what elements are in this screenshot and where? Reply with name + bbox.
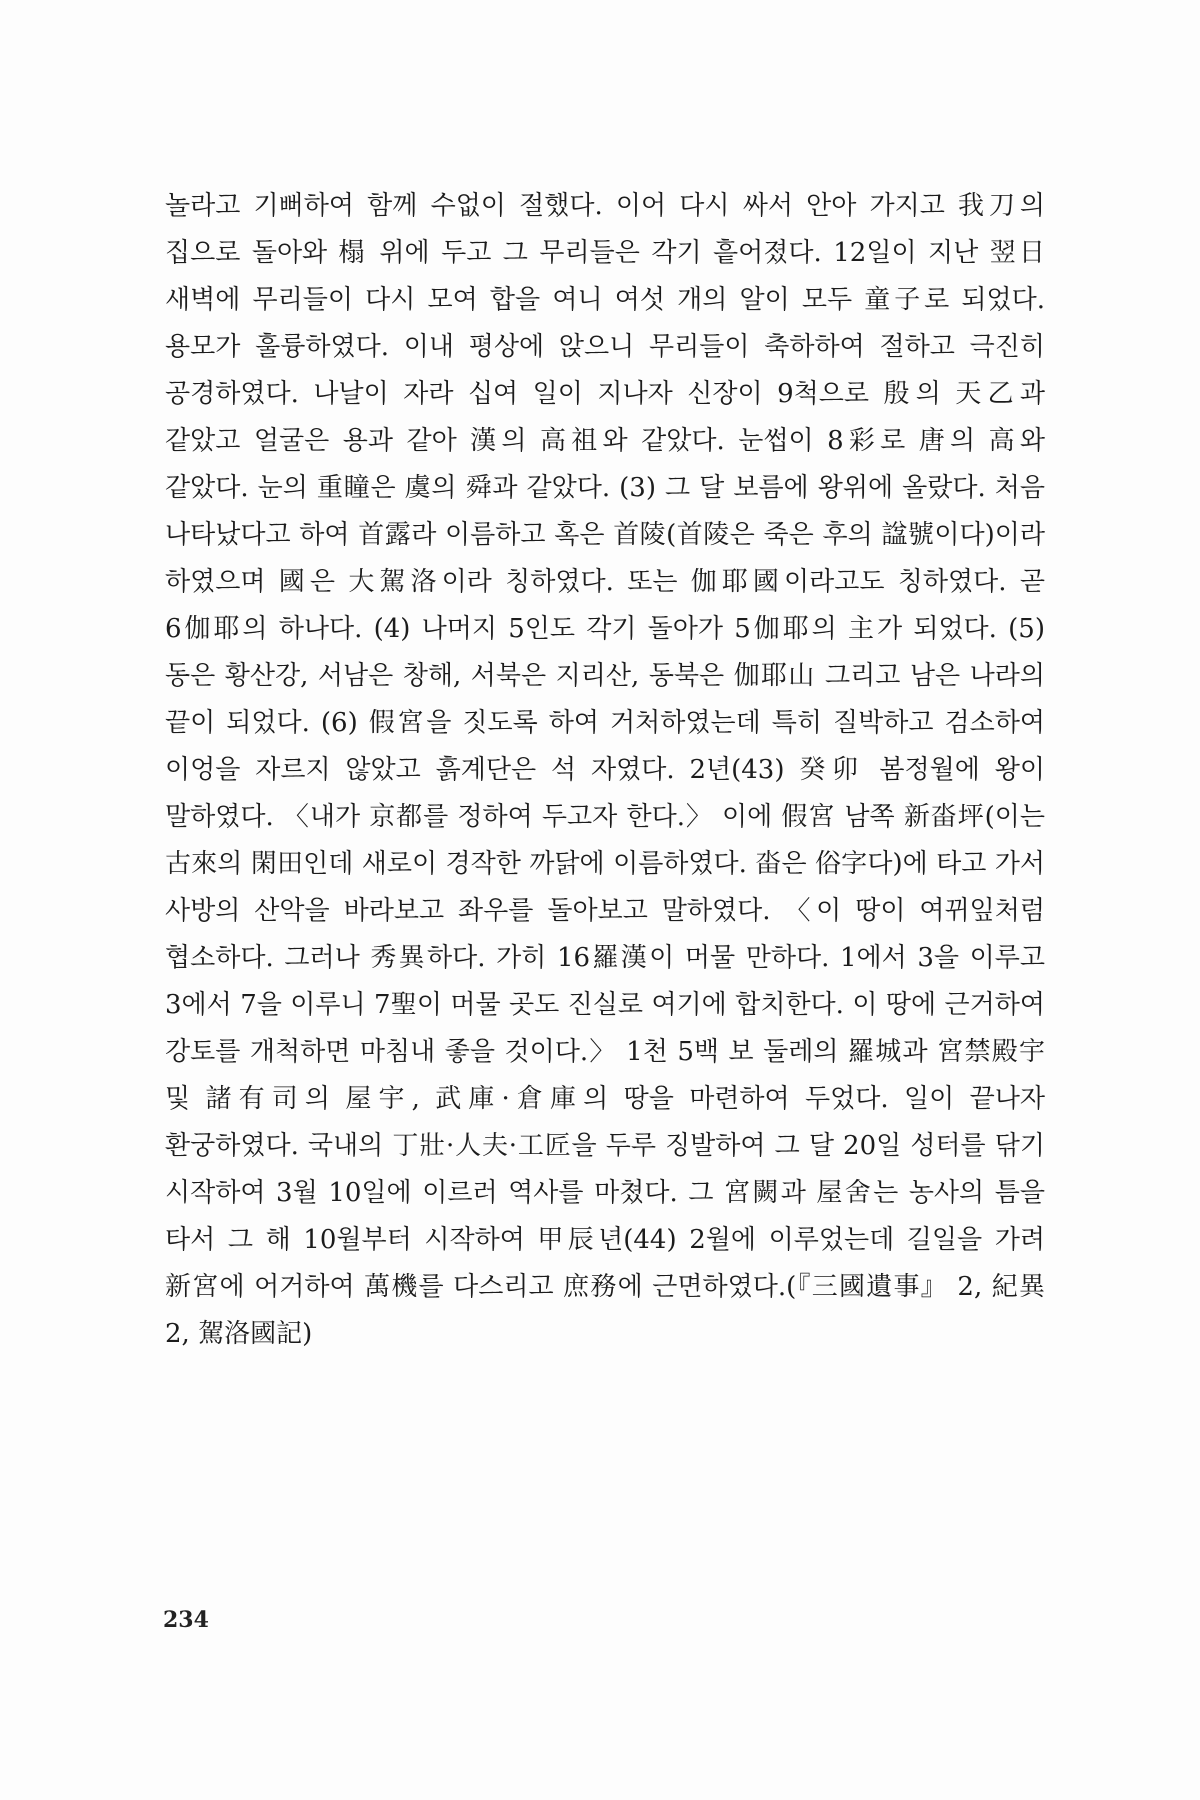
page-number: 234 bbox=[163, 1607, 209, 1633]
body-paragraph: 놀라고 기뻐하여 함께 수없이 절했다. 이어 다시 싸서 안아 가지고 我刀의 집으로 돌아와 榻 위에 두고 그 무리들은 각기 흩어졌다. 12일이 지난 翌日 새벽에 무리들이 다시 모여 합을 여니 여섯 개의 알이 모두 童子로 되었다. 용모가 훌륭하였다. 이내 평상에 앉으니 무리들이 축하하여 절하고 극진히 공경하였다. 나날이 자라 십여 일이 지나자 신장이 9척으로 殷의 天乙과 같았고 얼굴은 용과 같아 漢의 高祖와 같았다. 눈썹이 8彩로 唐의 高와 같았다. 눈의 重瞳은 虞의 舜과 같았다. (3) 그 달 보름에 왕위에 올랐다. 처음 나타났다고 하여 首露라 이름하고 혹은 首陵(首陵은 죽은 후의 諡號이다)이라 하였으며 國은 大駕洛이라 칭하였다. 또는 伽耶國이라고도 칭하였다. 곧 6伽耶의 하나다. (4) 나머지 5인도 각기 돌아가 5伽耶의 主가 되었다. (5) 동은 황산강, 서남은 창해, 서북은 지리산, 동북은 伽耶山 그리고 남은 나라의 끝이 되었다. (6) 假宮을 짓도록 하여 거처하였는데 특히 질박하고 검소하여 이엉을 자르지 않았고 흙계단은 석 자였다. 2년(43) 癸卯 봄정월에 왕이 말하였다. 〈내가 京都를 정하여 두고자 한다.〉 이에 假宮 남쪽 新畓坪(이는 古來의 閑田인데 새로이 경작한 까닭에 이름하였다. 畓은 俗字다)에 타고 가서 사방의 산악을 바라보고 좌우를 돌아보고 말하였다. 〈이 땅이 여뀌잎처럼 협소하다. 그러나 秀異하다. 가히 16羅漢이 머물 만하다. 1에서 3을 이루고 3에서 7을 이루니 7聖이 머물 곳도 진실로 여기에 합치한다. 이 땅에 근거하여 강토를 개척하면 마침내 좋을 것이다.〉 1천 5백 보 둘레의 羅城과 宮禁殿宇 및 諸有司의 屋宇, 武庫·倉庫의 땅을 마련하여 두었다. 일이 끝나자 환궁하였다. 국내의 丁壯·人夫·工匠을 두루 징발하여 그 달 20일 성터를 닦기 시작하여 3월 10일에 이르러 역사를 마쳤다. 그 宮闕과 屋舍는 농사의 틈을 타서 그 해 10월부터 시작하여 甲辰년(44) 2월에 이루었는데 길일을 가려 新宮에 어거하여 萬機를 다스리고 庶務에 근면하였다.(『三國遺事』 2, 紀異 2, 駕洛國記) bbox=[165, 191, 1045, 1349]
